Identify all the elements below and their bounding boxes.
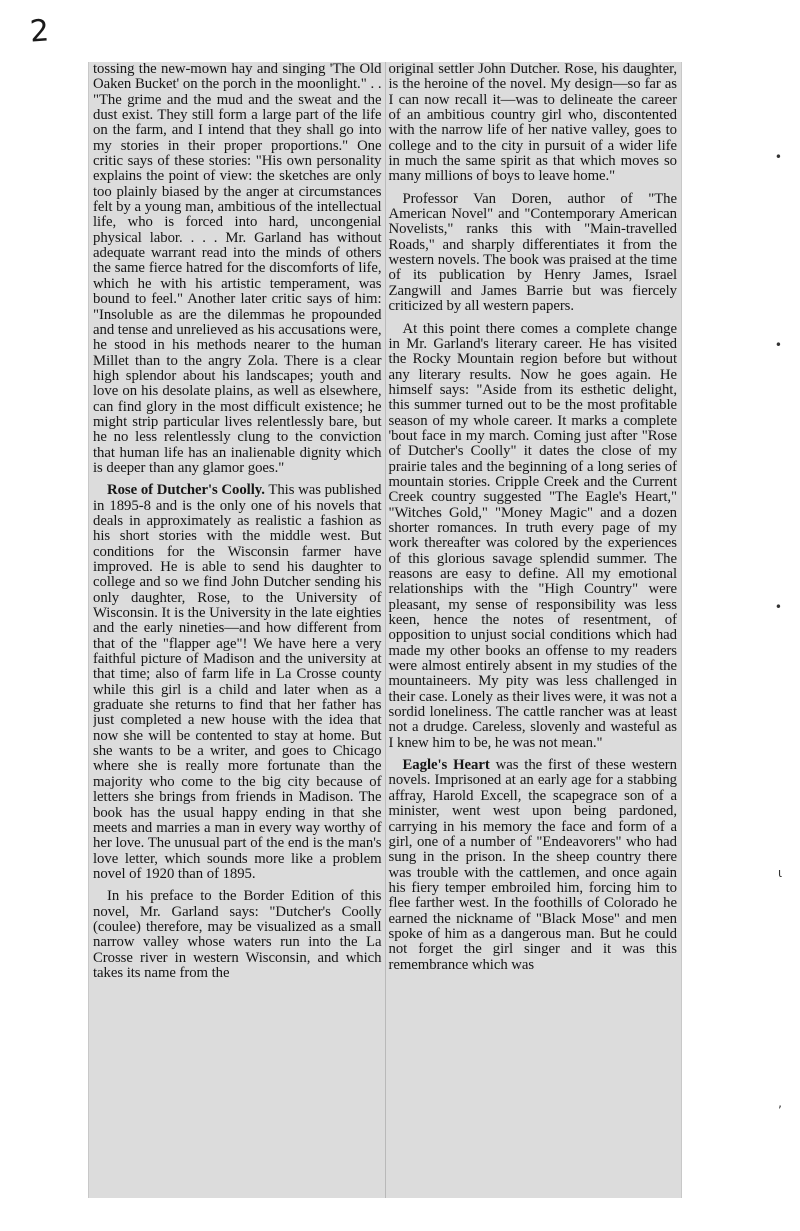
newspaper-clipping	[88, 62, 682, 1198]
page-number: 2	[28, 13, 51, 50]
section-title-rose-of-dutchers-coolly: Rose of Dutcher's Coolly.	[107, 482, 265, 499]
left-paragraph-1: tossing the new-mown hay and singing 'The Old Oaken Bucket' on the porch in the moonlight." . . "The grime and the mud and the sweat and the dust exist. They still form a large part of the life on the farm, and I intend that they shall go into my stories in their proper proportions." One critic says of these stories: "His own personality explains the point of view: the sketches are only too plainly biased by the anger at circumstances felt by a young man, ambitious of the intellectual life, who is forced into hard, uncongenial physical labor. . . . Mr. Garland has without adequate warrant read into the minds of others the same fierce hatred for the discomforts of life, which he with his artistic temperament, was bound to feel." Another later critic says of him: "Insoluble as are the dilemmas he propounded and tense and unrelieved as his accusations were, he stood in his methods nearer to the human Millet than to the angry Zola. There is a clear high splendor about his landscapes; youth and love on his desolate plains, as well as elsewhere, can find glory in the most difficult existence; he might strip particular lives relentlessly bare, but he no less relentlessly clung to the conviction that human life has an inalienable dignity which is deeper than any glamor goes."	[93, 62, 382, 476]
scan-speck: •	[774, 150, 782, 164]
right-paragraph-4-text: was the first of these western novels. Imprisoned at an early age for a stabbing affray, Harold Excell, the scapegrace son of a minister, went west upon being pardoned, carrying in his memory the face and form of a girl, one of a number of "Endeavorers" who had sung in the prison. In the sheep country there was trouble with the cattlemen, and once again his fiery temper embroiled him, forcing him to flee farther west. In the foothills of Colorado he earned the nickname of "Black Mose" and men spoke of him as a dangerous man. But he could not forget the girl singer and it was this remembrance which was	[388, 757, 677, 973]
right-paragraph-4	[389, 758, 678, 973]
left-paragraph-2-text: This was published in 1895-8 and is the only one of his novels that deals in approximately as realistic a fashion as his short stories with the middle west. But conditions for the Wisconsin farmer have improved. He is able to send his daughter to college and so we find John Dutcher sending his only daughter, Rose, to the University of Wisconsin. It is the University in the late eighties and the early nineties—and how different from that of the "flapper age"! We have here a very faithful picture of Madison and the university at that time; also of farm life in La Crosse county while this girl is a child and later when as a graduate she returns to find that her father has just completed a new house with the idea that now she will be contented to stay at home. But she wants to be a writer, and goes to Chicago where she is really more fortunate than the majority who come to the big city because of letters she brings from friends in Madison. The book has the usual happy ending in that she meets and marries a man in every way worthy of her love. The unusual part of the end is the man's love letter, which sounds more like a problem novel of 1920 than of 1895.	[93, 482, 382, 882]
scan-speck: •	[774, 600, 782, 614]
right-paragraph-3: At this point there comes a complete change in Mr. Garland's literary career. He has visited the Rocky Mountain region before but without any literary results. Now he goes again. He himself says: "Aside from its esthetic delight, this summer turned out to be the most profitable season of my whole career. It marks a complete 'bout face in my march. Coming just after "Rose of Dutcher's Coolly" it dates the close of my prairie tales and the beginning of a long series of mountain stories. Cripple Creek and the Current Creek country suggested "The Eagle's Heart," "Witches Gold," "Money Magic" and a dozen shorter romances. In truth every page of my work thereafter was colored by the experiences of this glorious savage splendid summer. The reasons are easy to define. All my emotional relationships with the "High Country" were pleasant, my sense of responsibility was less keen, hence the notes of resentment, of opposition to unjust social conditions which had made my other books an offense to my readers were almost entirely absent in my studies of the mountaineers. My pity was less challenged in their case. Lonely as their lives were, it was not a sordid loneliness. The cattle rancher was at least not a drudge. Careless, slovenly and wasteful as I knew him to be, he was not mean."	[388, 320, 677, 751]
scan-speck: ι	[777, 866, 782, 880]
right-paragraph-1: original settler John Dutcher. Rose, his daughter, is the heroine of the novel. My design—so far as I can now recall it—was to delineate the career of an ambitious country girl who, discontented with the narrow life of her native valley, goes to college and to the city in pursuit of a wider life in much the same spirit as that which moves so many millions of boys to leave home."	[388, 62, 677, 185]
right-paragraph-2: Professor Van Doren, author of "The American Novel" and "Contemporary American Novelists," ranks this with "Main-travelled Roads," and sharply differentiates it from the western novels. The book was praised at the time of its publication by Henry James, Israel Zangwill and James Barrie but was fiercely criticized by all western papers.	[388, 190, 677, 315]
left-paragraph-3: In his preface to the Border Edition of this novel, Mr. Garland says: "Dutcher's Coolly (coulee) therefore, may be visualized as a small narrow valley whose waters run into the La Crosse river in western Wisconsin, and which takes its name from the	[93, 888, 382, 981]
scan-speck: ,	[778, 1096, 782, 1110]
right-column	[385, 62, 678, 1198]
left-column	[93, 62, 385, 1198]
section-title-eagles-heart: Eagle's Heart	[402, 757, 490, 774]
left-paragraph-2	[93, 483, 382, 882]
scan-speck: •	[774, 338, 782, 352]
